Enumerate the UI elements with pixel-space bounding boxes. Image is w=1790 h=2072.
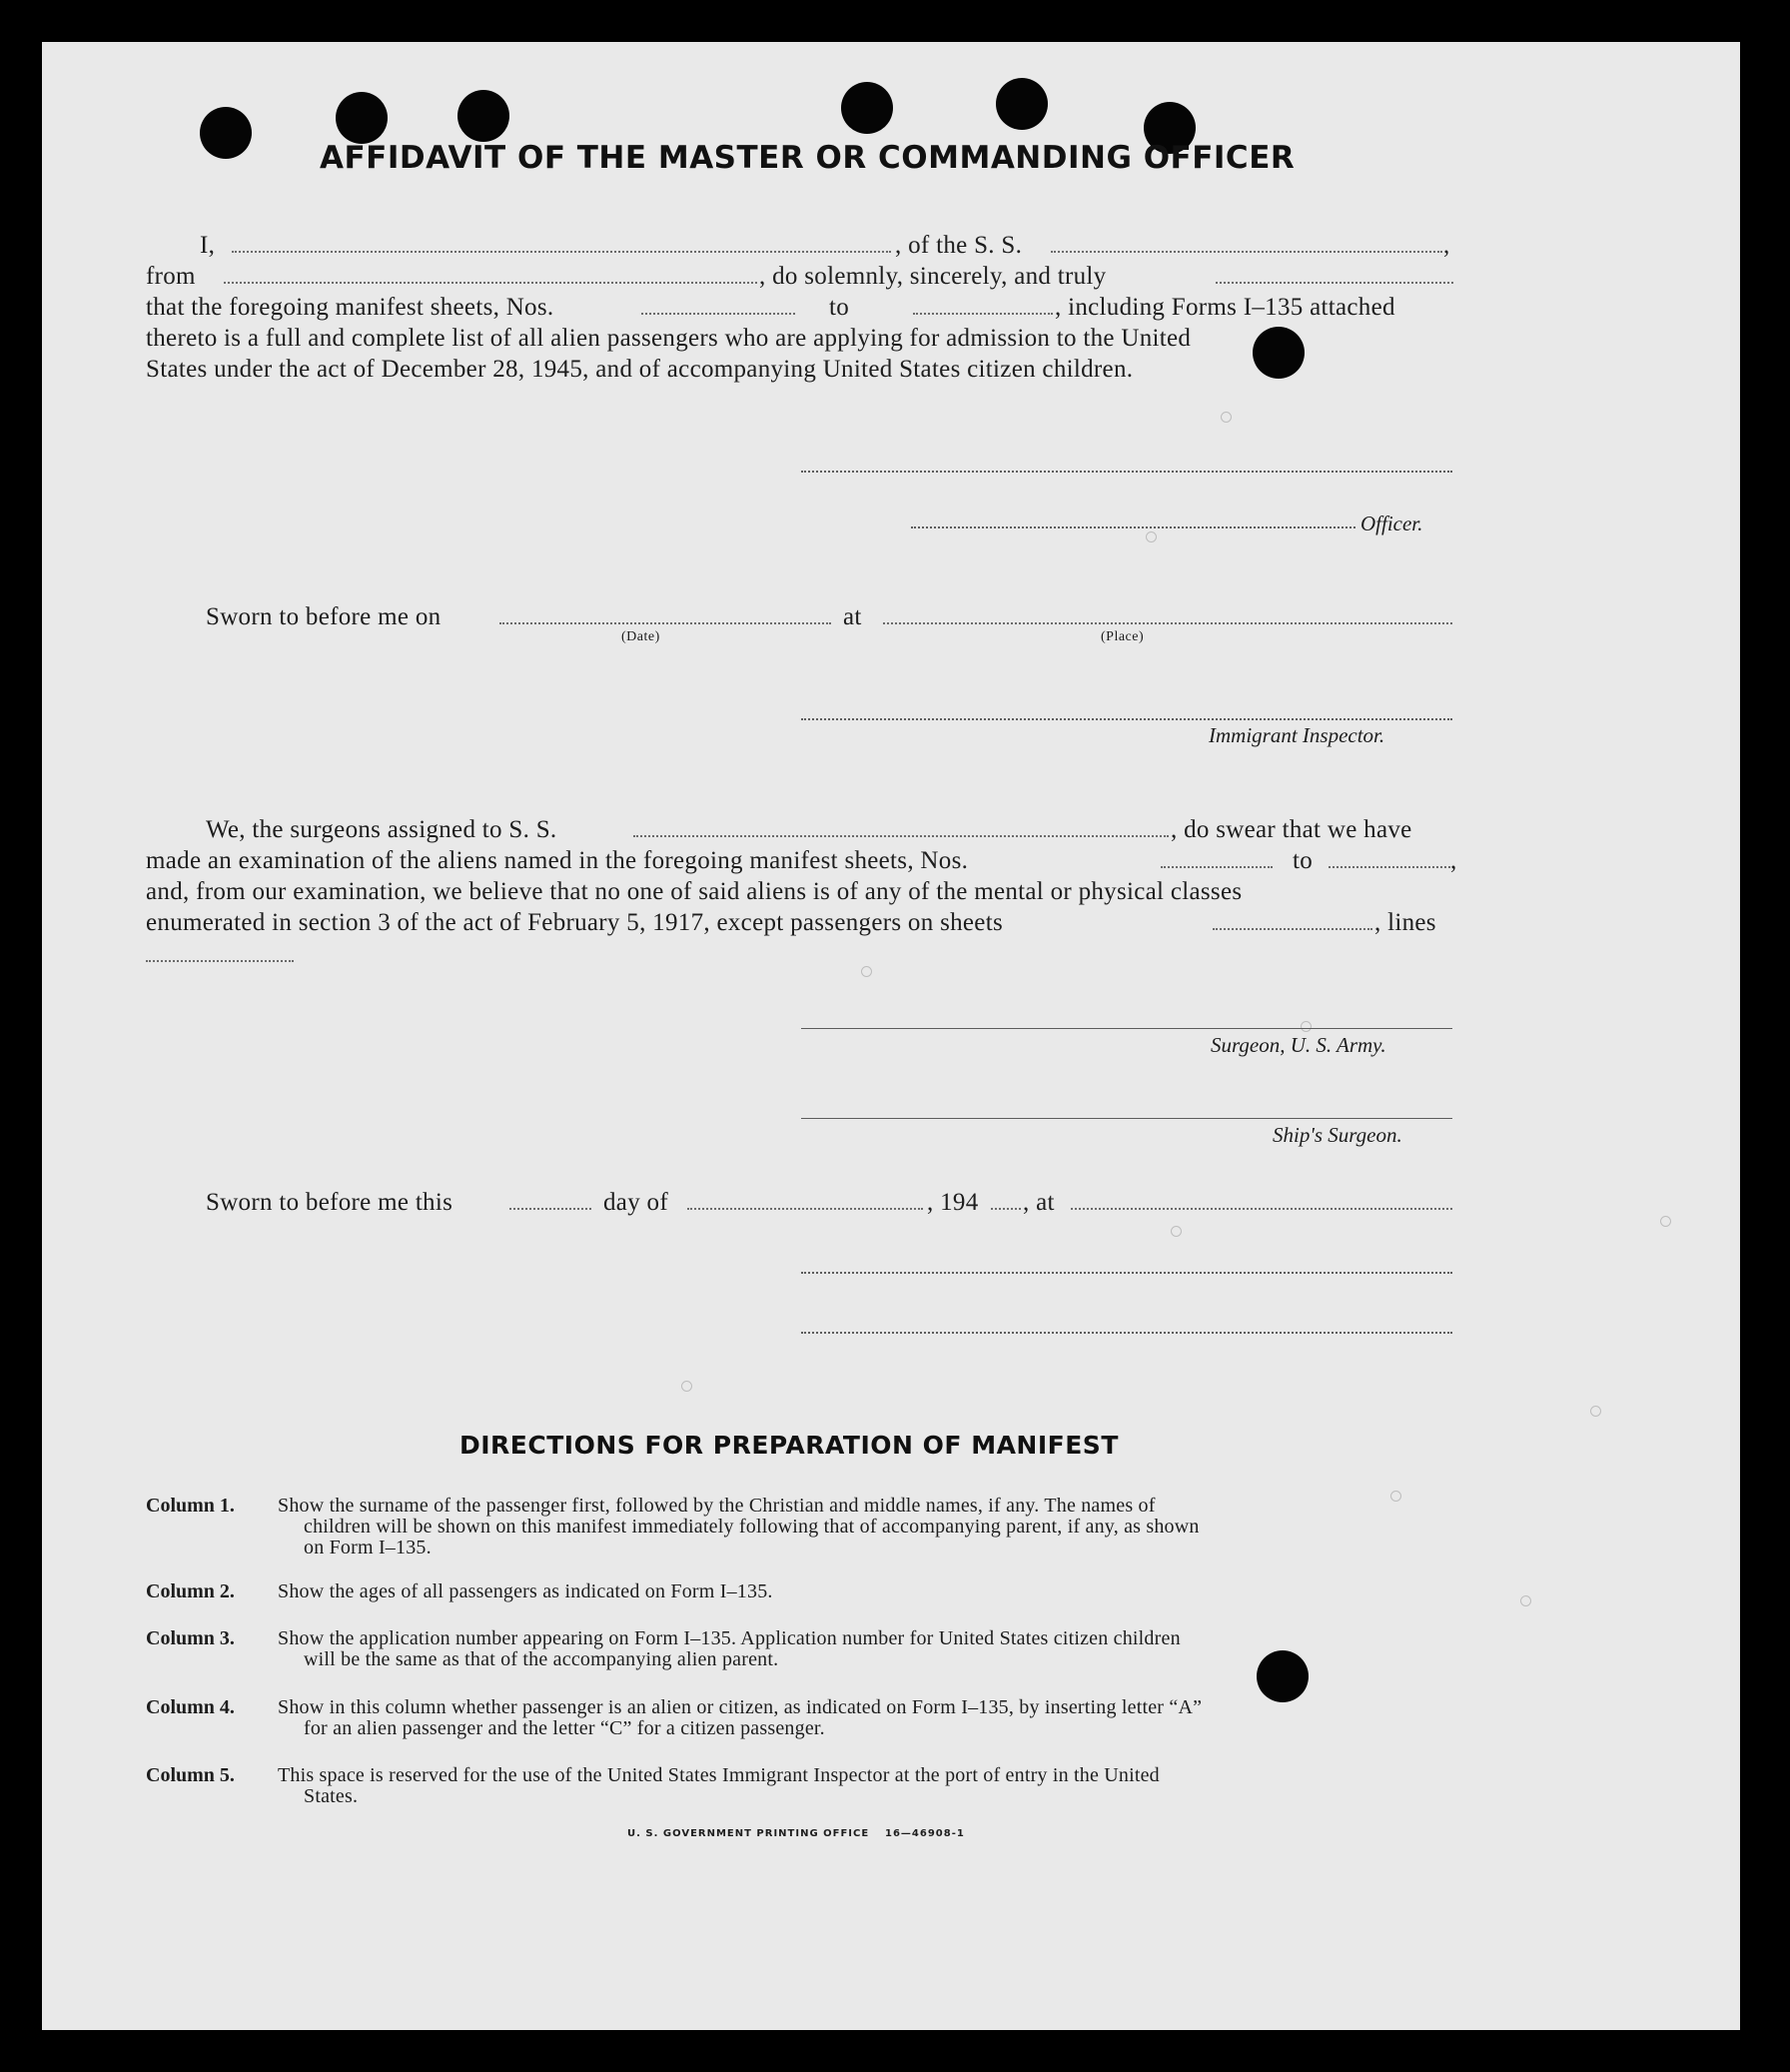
- exam-comma: ,: [1450, 847, 1457, 874]
- column-4-line-1: Show in this column whether passenger is an alien or citizen, as indicated on Form I–135, by inserting letter “A”: [278, 1696, 1203, 1718]
- punch-hole: [457, 90, 509, 142]
- sworn-at-label: , at: [1023, 1189, 1055, 1216]
- punch-hole: [841, 82, 893, 134]
- ship-surgeon-label: Ship's Surgeon.: [1273, 1123, 1402, 1147]
- column-1-line-1: Show the surname of the passenger first, followed by the Christian and middle names, if any. The names of: [278, 1495, 1156, 1517]
- swear-label: , do swear that we have: [1171, 816, 1412, 843]
- officer-signature-line-2[interactable]: [911, 525, 1355, 528]
- including-label: , including Forms I–135 attached: [1055, 294, 1395, 321]
- solemnly-label: , do solemnly, sincerely, and truly: [759, 263, 1107, 290]
- of-ss-label: , of the S. S.: [895, 232, 1023, 259]
- column-5-line-1: This space is reserved for the use of the United States Immigrant Inspector at the port of entry in the United: [278, 1764, 1160, 1786]
- master-name-blank[interactable]: [232, 250, 891, 253]
- to-label: to: [829, 294, 850, 321]
- ship-name-blank[interactable]: [1051, 250, 1442, 253]
- affidavit-i-label: I,: [200, 232, 216, 259]
- surgeon-ship-blank[interactable]: [633, 834, 1169, 837]
- form-sheet: [42, 42, 1740, 2030]
- punch-hole: [996, 78, 1048, 130]
- column-3-label: Column 3.: [146, 1627, 235, 1649]
- punch-hole: [1257, 1650, 1309, 1702]
- sworn-month-blank[interactable]: [687, 1207, 923, 1210]
- at-label: at: [843, 603, 862, 630]
- sworn-date-blank[interactable]: [499, 621, 831, 624]
- directions-title: DIRECTIONS FOR PREPARATION OF MANIFEST: [459, 1431, 1119, 1460]
- sworn-place-blank[interactable]: [883, 621, 1452, 624]
- army-surgeon-label: Surgeon, U. S. Army.: [1211, 1033, 1386, 1057]
- column-1-line-2: children will be shown on this manifest immediately following that of accompanying parent, if any, as shown: [304, 1516, 1200, 1538]
- official-title-line[interactable]: [801, 1331, 1452, 1334]
- column-3-line-2: will be the same as that of the accompanying alien parent.: [304, 1648, 779, 1670]
- column-1-line-3: on Form I–135.: [304, 1537, 432, 1558]
- from-label: from: [146, 263, 196, 290]
- column-2-label: Column 2.: [146, 1580, 235, 1602]
- line1-comma: ,: [1443, 232, 1450, 259]
- column-4-label: Column 4.: [146, 1696, 235, 1718]
- column-4-line-2: for an alien passenger and the letter “C” for a citizen passenger.: [304, 1717, 825, 1739]
- lines-label: , lines: [1374, 909, 1436, 936]
- date-caption: (Date): [621, 629, 660, 644]
- sworn-year-blank[interactable]: [991, 1207, 1021, 1210]
- oath-blank[interactable]: [1216, 281, 1453, 284]
- affidavit-line4: thereto is a full and complete list of all alien passengers who are applying for admission to the United: [146, 325, 1192, 352]
- army-surgeon-signature-line[interactable]: [801, 1027, 1452, 1029]
- form-number: 16—46908-1: [885, 1828, 965, 1839]
- column-1-label: Column 1.: [146, 1495, 235, 1517]
- sworn-at-blank[interactable]: [1071, 1207, 1452, 1210]
- punch-hole: [336, 92, 388, 144]
- column-2-line-1: Show the ages of all passengers as indicated on Form I–135.: [278, 1580, 773, 1602]
- sworn-this-label: Sworn to before me this: [206, 1189, 453, 1216]
- officer-signature-line-1[interactable]: [801, 470, 1452, 473]
- manifest-sheets-label: that the foregoing manifest sheets, Nos.: [146, 294, 554, 321]
- inspector-label: Immigrant Inspector.: [1209, 723, 1385, 747]
- official-signature-line[interactable]: [801, 1271, 1452, 1274]
- sworn-on-label: Sworn to before me on: [206, 603, 442, 630]
- place-caption: (Place): [1101, 629, 1145, 644]
- exam-to-label: to: [1293, 847, 1314, 874]
- surgeons-label: We, the surgeons assigned to S. S.: [206, 816, 557, 843]
- exam-sheets-to-blank[interactable]: [1329, 865, 1450, 868]
- column-3-line-1: Show the application number appearing on Form I–135. Application number for United States citizen children: [278, 1627, 1181, 1649]
- sheets-to-blank[interactable]: [913, 312, 1053, 315]
- sworn-day-blank[interactable]: [509, 1207, 591, 1210]
- examination-label: made an examination of the aliens named in the foregoing manifest sheets, Nos.: [146, 847, 969, 874]
- punch-hole: [1253, 327, 1305, 379]
- inspector-signature-line[interactable]: [801, 717, 1452, 720]
- printing-office: U. S. GOVERNMENT PRINTING OFFICE: [627, 1828, 870, 1839]
- from-port-blank[interactable]: [224, 281, 757, 284]
- except-sheets-blank[interactable]: [1213, 927, 1372, 930]
- officer-label: Officer.: [1360, 512, 1423, 535]
- punch-hole: [200, 107, 252, 159]
- year-label: , 194: [927, 1189, 979, 1216]
- sheets-from-blank[interactable]: [641, 312, 795, 315]
- enumerated-label: enumerated in section 3 of the act of February 5, 1917, except passengers on sheets: [146, 909, 1003, 936]
- ship-surgeon-signature-line[interactable]: [801, 1117, 1452, 1119]
- lines-blank[interactable]: [146, 959, 294, 962]
- day-of-label: day of: [603, 1189, 668, 1216]
- affidavit-line5: States under the act of December 28, 1945, and of accompanying United States citizen children.: [146, 356, 1134, 383]
- column-5-line-2: States.: [304, 1785, 359, 1807]
- column-5-label: Column 5.: [146, 1764, 235, 1786]
- surgeons-line3: and, from our examination, we believe that no one of said aliens is of any of the mental or physical classes: [146, 878, 1243, 905]
- affidavit-title: AFFIDAVIT OF THE MASTER OR COMMANDING OFFICER: [320, 140, 1296, 176]
- exam-sheets-from-blank[interactable]: [1161, 865, 1273, 868]
